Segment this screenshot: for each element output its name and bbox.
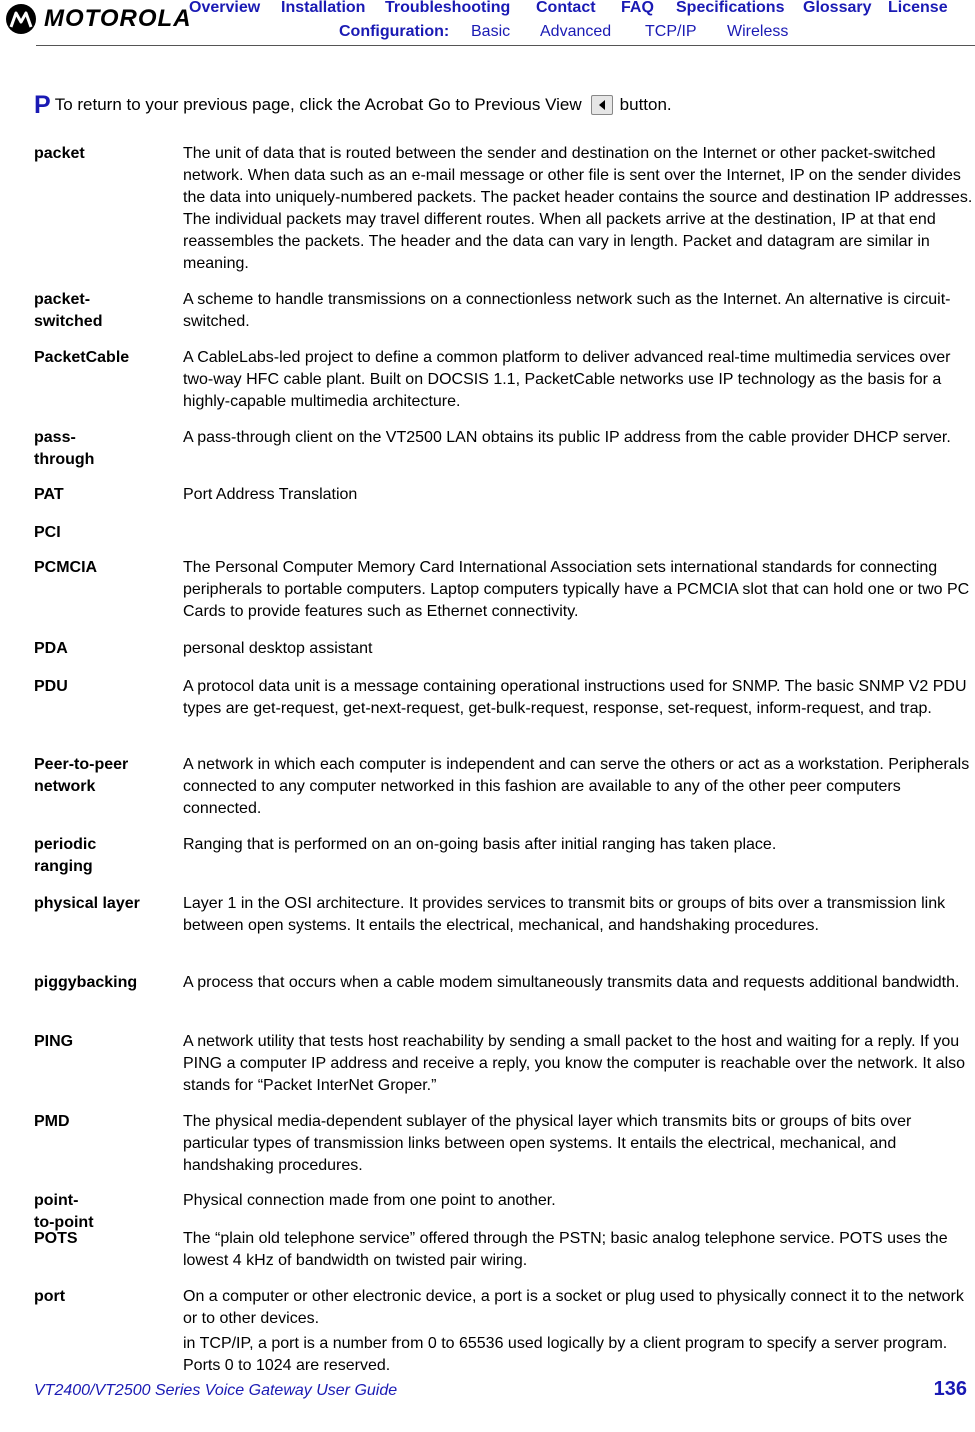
page-header bbox=[0, 0, 975, 60]
glossary-definition-group bbox=[183, 1190, 975, 1215]
glossary-definition-group bbox=[183, 676, 975, 723]
glossary-term: PMD bbox=[34, 1113, 70, 1130]
glossary-term: periodic ranging bbox=[34, 836, 97, 875]
document-title: VT2400/VT2500 Series Voice Gateway User Guide bbox=[34, 1382, 398, 1399]
nav-config-basic[interactable]: Basic bbox=[471, 23, 511, 40]
nav-troubleshooting[interactable]: Troubleshooting bbox=[385, 0, 511, 16]
glossary-definition: The unit of data that is routed between the sender and destination on the Internet or other packet-switched network. When data such as an e-mail message or other file is sent over the Internet, IP on the sender divides the data into uniquely-numbered packets. The packet header contains the source and destination IP addresses. The individual packets may travel different routes. When all packets arrive at the destination, IP at that end reassembles the packets. The header and the data can vary in length. Packet and datagram are similar in meaning. bbox=[183, 145, 973, 272]
glossary-term: packet bbox=[34, 145, 85, 162]
configuration-nav bbox=[0, 23, 975, 43]
glossary-term: packet- switched bbox=[34, 291, 103, 330]
header-divider bbox=[36, 45, 975, 46]
glossary-definition-group bbox=[183, 754, 975, 823]
nav-overview[interactable]: Overview bbox=[189, 0, 261, 16]
glossary-definition: The physical media-dependent sublayer of the physical layer which transmits bits or groups of bits over particular types of transmission links between open systems. It entails the electrical, mechanical, and handshaking procedures. bbox=[183, 1113, 912, 1174]
glossary-term: PING bbox=[34, 1033, 74, 1050]
glossary-definition-group bbox=[183, 289, 975, 336]
nav-specifications[interactable]: Specifications bbox=[676, 0, 785, 16]
glossary-definition: A scheme to handle transmissions on a connectionless network such as the Internet. An alternative is circuit-switched. bbox=[183, 291, 951, 330]
nav-installation[interactable]: Installation bbox=[281, 0, 366, 16]
glossary-definition-group bbox=[183, 1111, 975, 1180]
instruction-text-end: button. bbox=[619, 95, 672, 114]
glossary-definition-group bbox=[183, 347, 975, 416]
glossary-term: Peer-to-peer network bbox=[34, 756, 129, 795]
nav-config-advanced[interactable]: Advanced bbox=[540, 23, 612, 40]
nav-glossary[interactable]: Glossary bbox=[803, 0, 872, 16]
glossary-definition: Physical connection made from one point to another. bbox=[183, 1192, 556, 1209]
page-number: 136 bbox=[933, 1378, 967, 1400]
glossary-term: PacketCable bbox=[34, 349, 130, 366]
nav-faq[interactable]: FAQ bbox=[621, 0, 654, 16]
primary-nav bbox=[0, 0, 975, 19]
nav-contact[interactable]: Contact bbox=[536, 0, 596, 16]
glossary-term: PDU bbox=[34, 678, 68, 695]
nav-license[interactable]: License bbox=[888, 0, 948, 16]
glossary-definition-group bbox=[183, 427, 975, 452]
glossary-term: port bbox=[34, 1288, 66, 1305]
brand-wordmark: MOTOROLA bbox=[44, 5, 192, 32]
glossary-definition: Layer 1 in the OSI architecture. It provides services to transmit bits or groups of bits over a transmission link between open systems. It entails the electrical, mechanical, and handshaking procedures. bbox=[183, 895, 946, 934]
glossary-term: PAT bbox=[34, 486, 64, 503]
glossary-term: point- to-point bbox=[34, 1192, 94, 1231]
glossary-definition: A CableLabs-led project to define a common platform to deliver advanced real-time multimedia services over two-way HFC cable plant. Built on DOCSIS 1.1, PacketCable networks use IP technology as the basis for a highly-capable multimedia architecture. bbox=[183, 349, 951, 410]
glossary-definition: A network utility that tests host reachability by sending a small packet to the host and waiting for a reply. If you PING a computer IP address and receive a reply, you know the computer is reachable over the network. It also stands for “Packet InterNet Groper.” bbox=[183, 1033, 966, 1094]
glossary-term: PCI bbox=[34, 524, 61, 541]
glossary-definition: Port Address Translation bbox=[183, 486, 358, 503]
instruction-marker: P bbox=[34, 91, 51, 119]
glossary-definition: A network in which each computer is independent and can serve the others or act as a workstation. Peripherals connected to any computer networked in this fashion are available to any of the other peer computers connected. bbox=[183, 756, 970, 817]
glossary-term: piggybacking bbox=[34, 974, 138, 991]
nav-config-wireless[interactable]: Wireless bbox=[727, 23, 789, 40]
glossary-term: POTS bbox=[34, 1230, 78, 1247]
navigation-instruction bbox=[34, 90, 672, 120]
instruction-text: To return to your previous page, click the Acrobat Go to Previous View bbox=[54, 95, 582, 114]
glossary-term: PDA bbox=[34, 640, 68, 657]
glossary-definition: The Personal Computer Memory Card International Association sets international standards for connecting peripherals to portable computers. Laptop computers typically have a PCMCIA slot that can hold one or two PC Cards to provide features such as Ethernet connectivity. bbox=[183, 559, 970, 620]
glossary-definition-group bbox=[183, 972, 975, 997]
nav-config-tcpip[interactable]: TCP/IP bbox=[645, 23, 697, 40]
glossary-definition: A process that occurs when a cable modem simultaneously transmits data and requests additional bandwidth. bbox=[183, 974, 960, 991]
glossary-definition: A pass-through client on the VT2500 LAN obtains its public IP address from the cable provider DHCP server. bbox=[183, 429, 951, 446]
glossary-definition-group bbox=[183, 893, 975, 940]
glossary-definition-group bbox=[183, 557, 975, 626]
glossary-definition-group bbox=[183, 1286, 975, 1380]
glossary-definition-group bbox=[183, 834, 975, 859]
glossary-definition-group bbox=[183, 484, 975, 509]
configuration-label: Configuration: bbox=[339, 23, 450, 40]
glossary-definition: Ranging that is performed on an on-going basis after initial ranging has taken place. bbox=[183, 836, 777, 853]
glossary-definition: On a computer or other electronic device, a port is a socket or plug used to physically connect it to the network or to other devices. bbox=[183, 1288, 964, 1327]
glossary-definition: personal desktop assistant bbox=[183, 640, 373, 657]
glossary-term: PCMCIA bbox=[34, 559, 98, 576]
glossary-definition-group bbox=[183, 143, 975, 278]
glossary-term: pass- through bbox=[34, 429, 95, 468]
glossary-definition-group bbox=[183, 638, 975, 663]
previous-view-button[interactable] bbox=[591, 95, 613, 115]
glossary-definition: in TCP/IP, a port is a number from 0 to 65536 used logically by a client program to specify a server program. Ports 0 to 1024 are reserved. bbox=[183, 1335, 948, 1374]
glossary-definition: The “plain old telephone service” offered through the PSTN; basic analog telephone service. POTS uses the lowest 4 kHz of bandwidth on twisted pair wiring. bbox=[183, 1230, 948, 1269]
back-arrow-icon bbox=[596, 99, 608, 111]
glossary-definition-group bbox=[183, 1228, 975, 1275]
glossary-definition-group bbox=[183, 1031, 975, 1100]
glossary-definition: A protocol data unit is a message containing operational instructions used for SNMP. The basic SNMP V2 PDU types are get-request, get-next-request, get-bulk-request, response, set-request, inform-request, and trap. bbox=[183, 678, 967, 717]
glossary-term: physical layer bbox=[34, 895, 140, 912]
